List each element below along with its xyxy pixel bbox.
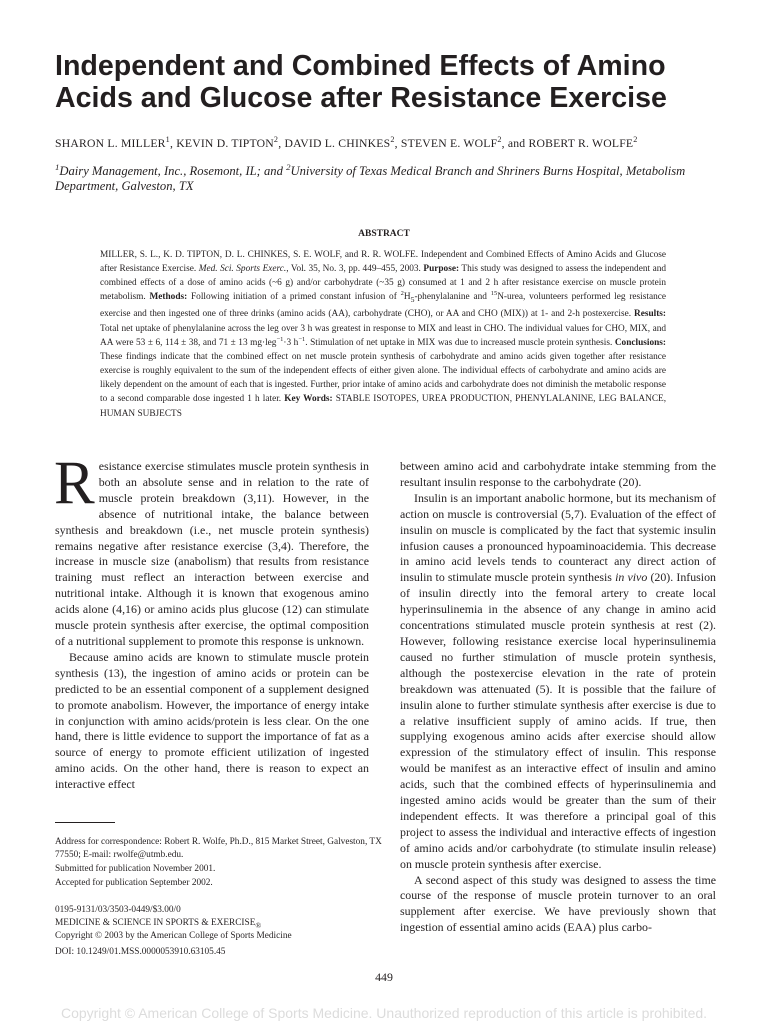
results-label: Results: bbox=[633, 309, 667, 320]
page-number: 449 bbox=[375, 970, 393, 984]
isotope-mark: 2 bbox=[400, 290, 404, 298]
author-name: DAVID L. CHINKES bbox=[284, 137, 391, 150]
affiliation-2: University of Texas Medical Branch and Shriners Burns Hospital, Metabolism Department, Galveston, TX bbox=[55, 164, 686, 193]
abstract-heading: ABSTRACT bbox=[358, 229, 410, 239]
author-name: KEVIN D. TIPTON bbox=[176, 137, 274, 150]
issn-line: 0195-9131/03/3503-0449/$3.00/0 bbox=[55, 905, 181, 915]
isotope-mark: 15 bbox=[490, 290, 498, 298]
keywords-label: Key Words: bbox=[284, 394, 333, 405]
body-column-right bbox=[400, 459, 716, 936]
conclusions-text: These findings indicate that the combined effect on net muscle protein synthesis of carbohydrate and amino acids given together after resistance exercise is roughly equivalent to the sum of the independent effects of either given alone. The individual effects of carbohydrate and amino acids are likely dependent on the amount of each that is ingested. Further, prior intake of amino acids and carbohydrate does not diminish the metabolic response to a second comparable dose ingested 1 h later. bbox=[100, 351, 666, 405]
affiliation-1: Dairy Management, Inc., Rosemont, IL; and bbox=[59, 164, 287, 178]
methods-text: H bbox=[403, 292, 411, 303]
author-name: STEVEN E. WOLF bbox=[400, 137, 498, 150]
author-list: SHARON L. MILLER$^1$, KEVIN D. TIPTON$^2$, DAVID L. CHINKES$^2$, STEVEN E. WOLF$^2$, and ROBERT R. WOLFE$^2$ bbox=[55, 135, 638, 150]
journal-volume: , Vol. 35, No. 3, pp. 449–455, 2003. bbox=[286, 264, 421, 275]
copyright-line: Copyright © 2003 by the American College of Sports Medicine bbox=[55, 931, 292, 941]
body-paragraph: A second aspect of this study was designed to assess the time course of the response of muscle protein turnover to an oral supplement after exercise. We have previously shown that ingestion of essential amino acids (EAA) plus carbo- bbox=[400, 872, 716, 935]
results-text: Total net uptake of phenylalanine across the leg over 3 h was greatest in response to MIX and least in CHO. The individual values for CHO, MIX, and AA were 53 ± 6, 114 ± 38, and 71 ± 13 mg·leg bbox=[100, 323, 666, 348]
affiliations bbox=[55, 161, 745, 194]
accepted-note: Accepted for publication September 2002. bbox=[55, 878, 213, 888]
author-affiliation-mark: 2 bbox=[633, 135, 638, 145]
methods-text: Following initiation of a primed constant infusion of bbox=[191, 292, 401, 303]
unit-exponent: −1 bbox=[298, 335, 306, 343]
methods-text: -phenylalanine and bbox=[414, 292, 491, 303]
paragraph-text: esistance exercise stimulates muscle protein synthesis in both an absolute sense and in relation to the rate of muscle protein breakdown (3,11). However, in the absence of nutritional intake, the balance between synthesis and breakdown (i.e., net muscle protein synthesis) remains negative after resistance exercise (3,4). Therefore, the increase in muscle size (anabolism) that results from resistance training must reflect an interaction between exercise and nutritional intake. Although it is known that exogenous amino acids alone (4,16) or amino acids plus glucose (12) can stimulate muscle protein synthesis after exercise, the optimal composition of a nutritional supplement to promote this response is unknown. bbox=[55, 459, 369, 648]
purpose-label: Purpose: bbox=[423, 264, 460, 275]
journal-abbrev: Med. Sci. Sports Exerc. bbox=[198, 264, 287, 275]
author-affiliation-mark: 2 bbox=[390, 135, 395, 145]
paragraph-text: (20). Infusion of insulin directly into the femoral artery to create local hyperinsulinemia in the absence of any change in amino acid concentrations stimulated muscle protein synthesis at rest (2). However, following resistance exercise local hyperinsulinemia caused no further stimulation of muscle protein synthesis, although the postexercise elevation in the rate of protein breakdown was attenuated (5). It is possible that the failure of insulin alone to further stimulate synthesis after exercise is due to a relative insufficient supply of amino acids. If true, then supplying exogenous amino acids after exercise should allow expression of the stimulatory effect of insulin. This response would be manifest as an interactive effect of insulin and amino acids, such that the combined effects of hyperinsulinemia and ingested amino acids would be greater than the sum of their independent effects. It was therefore a principal goal of this project to assess the individual and interactive effects of ingestion of amino acids and/or carbohydrate (to stimulate insulin release) on muscle protein synthesis after exercise. bbox=[400, 570, 716, 871]
registered-mark: ® bbox=[255, 920, 262, 930]
doi-line: DOI: 10.1249/01.MSS.0000053910.63105.45 bbox=[55, 947, 226, 957]
author-name: ROBERT R. WOLFE bbox=[528, 137, 634, 150]
paragraph-text: Insulin is an important anabolic hormone, but its mechanism of action on muscle is controversial (5,7). Evaluation of the effect of insulin on muscle is complicated by the fact that systemic insulin infusion causes a pronounced hypoaminoacidemia. This decrease in amino acid levels tends to counteract any direct action of insulin to stimulate muscle protein synthesis bbox=[400, 490, 716, 585]
methods-label: Methods: bbox=[149, 292, 188, 303]
methods-text: N-urea, volunteers performed leg resistance exercise and then ingested one of three drinks (amino acids (AA), carbohydrate (CHO), or AA and CHO (MIX)) at 1- and 2-h postexercise. bbox=[100, 292, 666, 320]
author-name: SHARON L. MILLER bbox=[55, 137, 166, 150]
author-affiliation-mark: 2 bbox=[497, 135, 502, 145]
body-paragraph bbox=[54, 450, 369, 650]
body-column-left bbox=[54, 450, 369, 793]
author-affiliation-mark: 1 bbox=[165, 135, 170, 145]
conclusions-label: Conclusions: bbox=[614, 337, 666, 348]
purpose-text: This study was designed to assess the independent and combined effects of a dose of amino acids (~6 g) and/or carbohydrate (~35 g) consumed at 1 and 2 h after resistance exercise on muscle protein metabolism. bbox=[100, 264, 667, 303]
isotope-subscript: 5 bbox=[410, 295, 415, 305]
unit-exponent: −1 bbox=[276, 335, 284, 343]
footnote-divider bbox=[55, 822, 115, 823]
keywords-text: STABLE ISOTOPES, UREA PRODUCTION, PHENYLALANINE, LEG BALANCE, HUMAN SUBJECTS bbox=[100, 394, 667, 419]
results-text: ·3 h bbox=[283, 337, 299, 348]
body-paragraph: Because amino acids are known to stimulate muscle protein synthesis (13), the ingestion of amino acids or protein can be predicted to be an essential component of a supplement designed to promote anabolism. However, the importance of energy intake in conjunction with amino acids/protein is less clear. On the one hand, there is little evidence to support the importance of fat as a source of energy to promote efficient utilization of ingested amino acids. On the other hand, there is reason to expect an interactive effect bbox=[55, 649, 369, 792]
results-text: . Stimulation of net uptake in MIX was due to increased muscle protein synthesis. bbox=[305, 337, 613, 348]
abstract-citation: MILLER, S. L., K. D. TIPTON, D. L. CHINKES, S. E. WOLF, and R. R. WOLFE. Independent and Combined Effects of Amino Acids and Glucose after Resistance Exercise. bbox=[100, 250, 666, 275]
affiliation-mark: 1 bbox=[55, 161, 60, 172]
correspondence-note: Address for correspondence: Robert R. Wolfe, Ph.D., 815 Market Street, Galveston, TX 77550; E-mail: rwolfe@utmb.edu. bbox=[55, 837, 382, 861]
affiliation-mark: 2 bbox=[286, 161, 291, 172]
author-affiliation-mark: 2 bbox=[273, 135, 279, 145]
body-paragraph: between amino acid and carbohydrate intake stemming from the resultant insulin response to the carbohydrate (20). bbox=[400, 459, 716, 489]
abstract-body bbox=[100, 248, 666, 421]
article-title: Independent and Combined Effects of Amino Acids and Glucose after Resistance Exercise bbox=[55, 50, 667, 114]
copyright-watermark: Copyright © American College of Sports Medicine. Unauthorized reproduction of this article is prohibited. bbox=[60, 1005, 708, 1021]
journal-name: MEDICINE & SCIENCE IN SPORTS & EXERCISE bbox=[55, 918, 256, 928]
body-paragraph bbox=[400, 491, 716, 873]
drop-cap: R bbox=[54, 450, 95, 517]
submitted-note: Submitted for publication November 2001. bbox=[55, 864, 216, 874]
italic-term: in vivo bbox=[615, 570, 648, 585]
